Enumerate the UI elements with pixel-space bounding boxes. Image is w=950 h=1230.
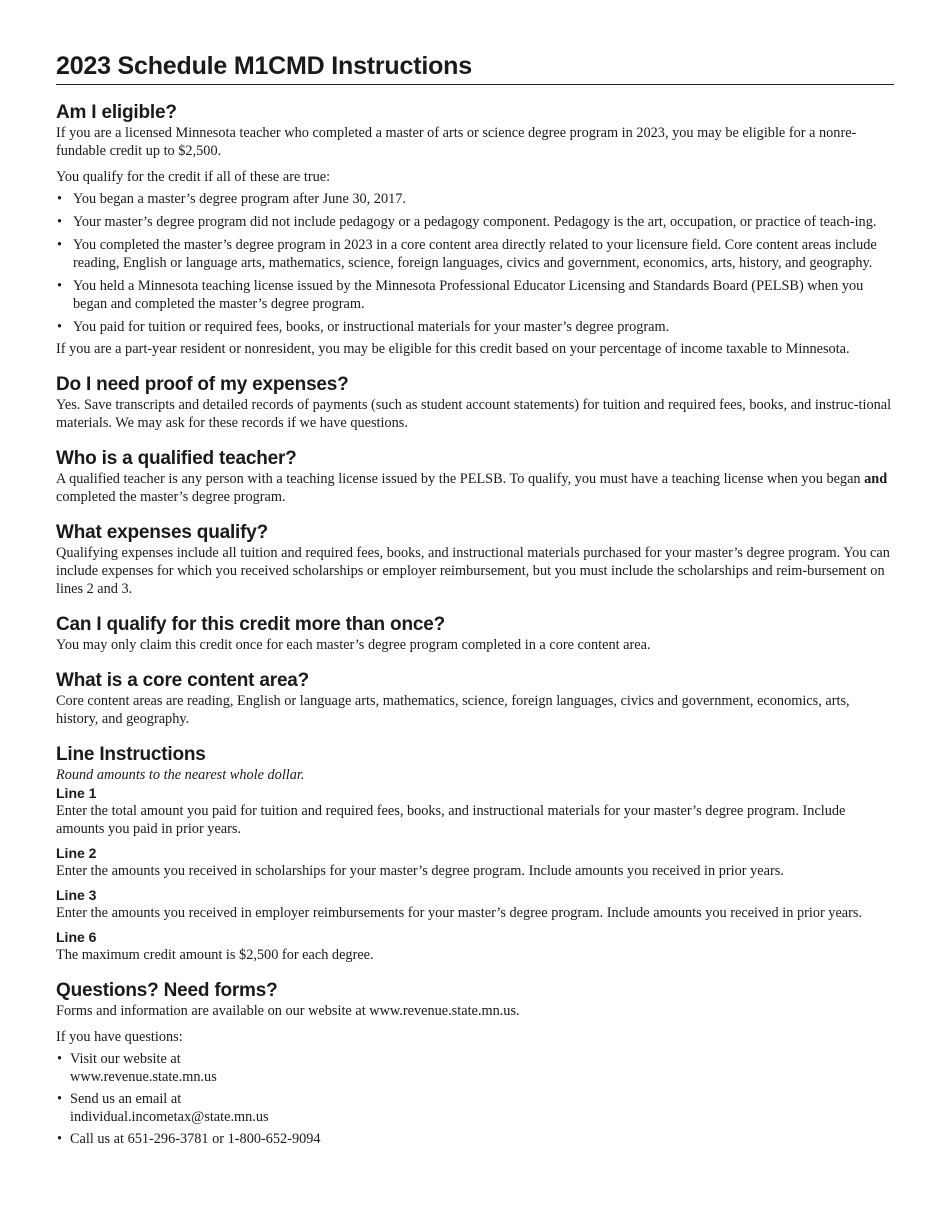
eligible-intro: If you are a licensed Minnesota teacher who completed a master of arts or science degree program in 2023, you may be eligible for a nonre-fundable credit up to $2,500. [56, 125, 857, 159]
questions-intro: If you have questions: [56, 1029, 183, 1045]
expenses-text: Qualifying expenses include all tuition and required fees, books, and instructional materials purchased for your master’s degree program. You can include expenses for which you received scholarships or employer reimbursement, but you must include the scholarships and reim-bursement on lines 2 and 3. [56, 545, 890, 597]
website-link[interactable]: www.revenue.state.mn.us [70, 1069, 217, 1085]
heading-more-than-once: Can I qualify for this credit more than once? [56, 614, 445, 635]
list-item: • You paid for tuition or required fees, books, or instructional materials for your master’s degree program. [56, 318, 894, 336]
list-item: • You began a master’s degree program after June 30, 2017. [56, 190, 894, 208]
line-2-label: Line 2 [56, 845, 97, 861]
page-title: 2023 Schedule M1CMD Instructions [56, 50, 894, 85]
contact-list [56, 1050, 356, 1148]
line-1-label: Line 1 [56, 785, 97, 801]
line-6-text: The maximum credit amount is $2,500 for each degree. [56, 947, 374, 963]
line-1-text: Enter the total amount you paid for tuition and required fees, books, and instructional materials for your master’s degree program. Include amounts you paid in prior years. [56, 803, 846, 837]
contact-phone: • Call us at 651-296-3781 or 1-800-652-9094 [56, 1130, 356, 1148]
document-page [56, 50, 894, 1152]
heading-core-content: What is a core content area? [56, 670, 310, 691]
qualify-intro: You qualify for the credit if all of these are true: [56, 169, 331, 185]
forms-text: Forms and information are available on our website at www.revenue.state.mn.us. [56, 1003, 520, 1019]
email-link[interactable]: individual.incometax@state.mn.us [70, 1109, 269, 1125]
line-6-label: Line 6 [56, 929, 97, 945]
heading-eligible: Am I eligible? [56, 102, 177, 123]
list-item: • You completed the master’s degree program in 2023 in a core content area directly related to your licensure field. Core content areas include reading, English or language arts, mathematics, science, foreign languages, civics and government, economics, arts, history, and geography. [56, 236, 894, 272]
more-than-once-text: You may only claim this credit once for each master’s degree program completed in a core content area. [56, 637, 651, 653]
round-note: Round amounts to the nearest whole dollar. [56, 767, 305, 783]
line-3-text: Enter the amounts you received in employer reimbursements for your master’s degree program. Include amounts you received in prior years. [56, 905, 863, 921]
heading-questions: Questions? Need forms? [56, 980, 278, 1001]
requirements-list [56, 190, 894, 336]
heading-line-instructions: Line Instructions [56, 744, 206, 765]
qualified-teacher-text: A qualified teacher is any person with a teaching license issued by the PELSB. To qualify, you must have a teaching license when you began and completed the master’s degree program. [56, 471, 888, 505]
line-3-label: Line 3 [56, 887, 97, 903]
core-content-text: Core content areas are reading, English or language arts, mathematics, science, foreign languages, civics and government, economics, arts, history, and geography. [56, 693, 850, 727]
contact-website: • Visit our website at www.revenue.state.mn.us [56, 1050, 356, 1086]
contact-email: • Send us an email at individual.incometax@state.mn.us [56, 1090, 356, 1126]
proof-text: Yes. Save transcripts and detailed records of payments (such as student account statements) for tuition and required fees, books, and instruc-tional materials. We may ask for these records if we have questions. [56, 397, 892, 431]
heading-qualified-teacher: Who is a qualified teacher? [56, 448, 297, 469]
list-item: • You held a Minnesota teaching license issued by the Minnesota Professional Educator Licensing and Standards Board (PELSB) when you began and completed the master’s degree program. [56, 277, 894, 313]
line-2-text: Enter the amounts you received in scholarships for your master’s degree program. Include amounts you received in prior years. [56, 863, 784, 879]
list-item: • Your master’s degree program did not include pedagogy or a pedagogy component. Pedagogy is the art, occupation, or practice of teach-ing. [56, 213, 894, 231]
heading-expenses: What expenses qualify? [56, 522, 269, 543]
part-year-note: If you are a part-year resident or nonresident, you may be eligible for this credit based on your percentage of income taxable to Minnesota. [56, 341, 850, 357]
heading-proof: Do I need proof of my expenses? [56, 374, 349, 395]
